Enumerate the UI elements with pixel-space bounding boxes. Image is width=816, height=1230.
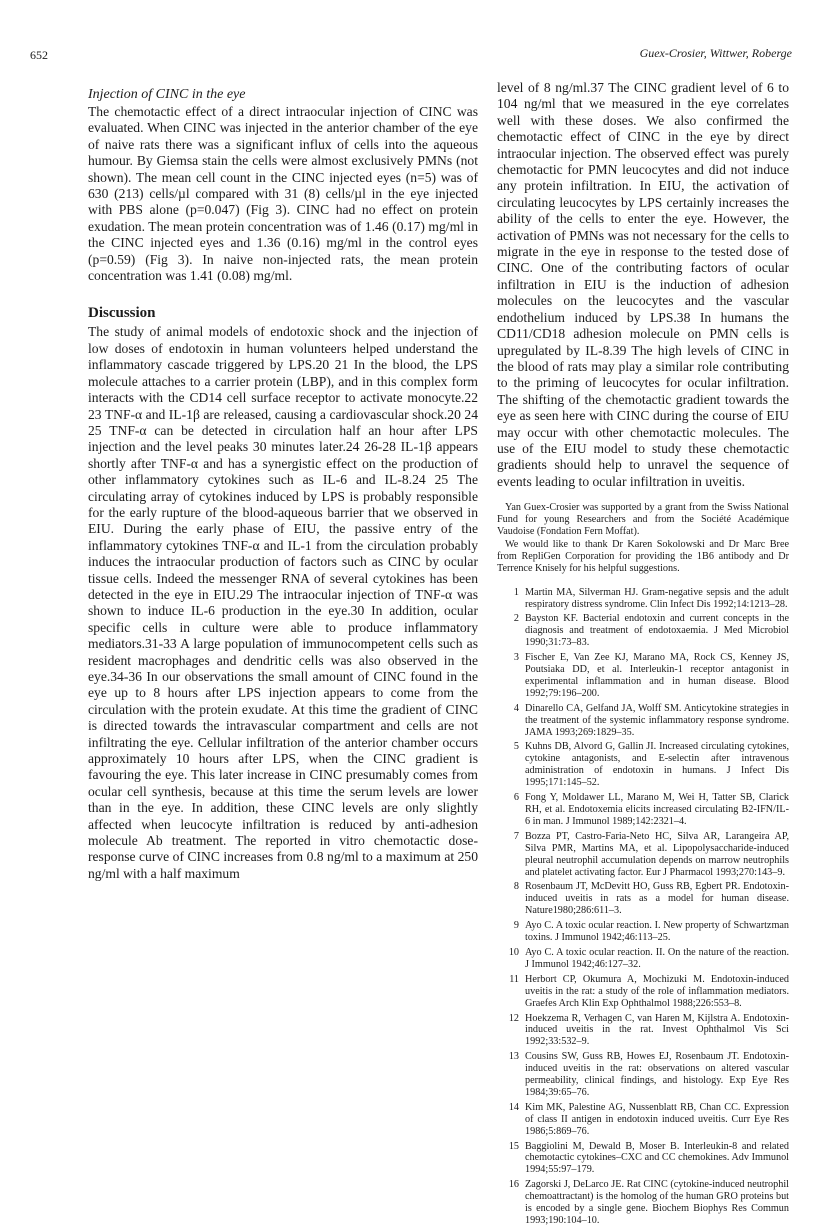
reference-text: Zagorski J, DeLarco JE. Rat CINC (cytokine-induced neutrophil chemoattractant) is the homolog of the human GRO proteins but is encoded by a single gene. Biochem Biophys Res Commun 1993;190:104–10. — [525, 1179, 789, 1226]
reference-number: 4 — [513, 702, 519, 714]
section-title-discussion: Discussion — [88, 305, 156, 322]
reference-item — [497, 1141, 789, 1177]
reference-text: Kuhns DB, Alvord G, Gallin JI. Increased circulating cytokines, cytokine antagonists, and E-selectin after intravenous administration of endotoxin in humans. J Infect Dis 1995;171:145–52. — [525, 741, 789, 789]
reference-number: 14 — [508, 1101, 519, 1113]
reference-number: 3 — [513, 652, 519, 664]
reference-number: 5 — [513, 741, 519, 753]
reference-item — [497, 652, 789, 700]
reference-text: Rosenbaum JT, McDevitt HO, Guss RB, Egbert PR. Endotoxin-induced uveitis in rats as a model for human disease. Nature1980;286:611–3. — [525, 881, 789, 917]
subsection-title: Injection of CINC in the eye — [88, 87, 246, 102]
right-column — [497, 80, 789, 1230]
page-number: 652 — [30, 48, 48, 62]
reference-text: Cousins SW, Guss RB, Howes EJ, Rosenbaum JT. Endotoxin-induced uveitis in the rat: observations on altered vascular permeability, clinical findings, and histology. Exp Eye Res 1984;39:65–76. — [525, 1051, 789, 1098]
reference-item — [497, 831, 789, 879]
reference-item — [497, 792, 789, 828]
reference-text: Ayo C. A toxic ocular reaction. II. On the nature of the reaction. J Immunol 1942;46:127–32. — [525, 946, 789, 970]
reference-item — [497, 1013, 789, 1049]
acknowledgement-thanks: We would like to thank Dr Karen Sokolowski and Dr Marc Bree from RepliGen Corporation for providing the 1B6 antibody and Dr Terrence Knisely for his helpful suggestions. — [497, 538, 789, 574]
reference-item — [497, 1051, 789, 1099]
reference-item — [497, 881, 789, 917]
reference-text: Bayston KF. Bacterial endotoxin and current concepts in the diagnosis and treatment of endotoxaemia. J Med Microbiol 1990;31:73–83. — [525, 613, 789, 649]
reference-number: 1 — [513, 586, 519, 598]
paragraph-discussion: The study of animal models of endotoxic shock and the injection of low doses of endotoxin in human volunteers helped understand the inflammatory cascade triggered by LPS.20 21 In the blood, the LPS molecule attaches to a carrier protein (LBP), and in this complex form interacts with the CD14 cell surface receptor to activate monocyte.22 23 TNF-α and IL-1β are released, causing a cardiovascular shock.20 24 25 TNF-α can be detected in circulation half an hour after LPS injection and the level peaks 30 minutes later.24 26-28 IL-1β appears shortly after TNF-α and has a synergistic effect on the production of other inflammatory cytokines such as IL-6 and IL-8.24 25 The circulating array of cytokines induced by LPS is probably responsible for the early rupture of the blood-aqueous barrier that we observed in EIU. During the early phase of EIU, the passive entry of the inflammatory cytokines TNF-α and IL-1 from the circulation probably induces the intraocular production of factors such as CINC by ocular tissue cells. Indeed the messenger RNA of several cytokines has been detected in the eye in EIU.29 The intraocular injection of TNF-α was shown to induce IL-6 production in the eye.30 In addition, ocular specific cells in culture were able to produce inflammatory mediators.31-33 A large population of immunocompetent cells such as resident macrophages and dendritic cells was also observed in the eye.34-36 In our observations the small amount of CINC found in the eye up to 8 hours after LPS injection appears to come from the circulation with the protein exudate. At this time the gradient of CINC is directed towards the intravascular compartment and cells are not infiltrating the eye. Cellular infiltration of the anterior chamber occurs approximately 10 hours after LPS, when the CINC gradient is favouring the eye. This later increase in CINC presumably comes from ocular cell synthesis, because at this time the serum levels are lower than in the eye. In addition, these CINC levels are only slightly affected when leucocyte infiltration is reduced by anti-adhesion molecule Ab treatment. The reported in vitro chemotactic dose-response curve of CINC increases from 0.8 ng/ml to a maximum at 250 ng/ml with a half maximum — [88, 324, 478, 881]
reference-number: 12 — [508, 1012, 519, 1024]
reference-number: 16 — [508, 1179, 519, 1191]
reference-item — [497, 613, 789, 649]
reference-number: 13 — [508, 1051, 519, 1063]
reference-item — [497, 1179, 789, 1227]
reference-number: 9 — [513, 920, 519, 932]
reference-text: Ayo C. A toxic ocular reaction. I. New property of Schwartzman toxins. J Immunol 1942;46:113–25. — [525, 920, 789, 944]
reference-number: 8 — [513, 881, 519, 893]
reference-item — [497, 974, 789, 1010]
reference-text: Bozza PT, Castro-Faria-Neto HC, Silva AR, Larangeira AP, Silva PMR, Martins MA, et al. Lipopolysaccharide-induced pleural neutrophil accumulation depends on marrow neutrophils and platelet activating factor. Eur J Pharmacol 1993;270:143–9. — [525, 830, 789, 878]
acknowledgement-funding: Yan Guex-Crosier was supported by a grant from the Swiss National Fund for young Researchers and from the Société Académique Vaudoise (Fondation Fern Moffat). — [497, 502, 789, 537]
reference-item — [497, 703, 789, 739]
paragraph-discussion-continued: level of 8 ng/ml.37 The CINC gradient level of 6 to 104 ng/ml that we measured in the eye correlates well with these doses. We also confirmed the chemotactic effect of CINC in the eye by direct intraocular injection. The observed effect was purely chemotactic for PMN leucocytes and did not induce any protein infiltration. In EIU, the activation of circulating leucocytes by LPS certainly increases the ability of the cells to enter the eye. However, the activation of PMNs was not necessary for the cells to migrate in the eye in response to the tested dose of CINC. One of the contributing factors of ocular infiltration in EIU is the induction of adhesion molecules on the leucocytes and the vascular endothelium induced by LPS.38 In humans the CD11/CD18 adhesion molecule on PMN cells is upregulated by IL-8.39 The high levels of CINC in the blood of rats may play a similar role contributing to the priming of leucocytes for ocular infiltration. The shifting of the chemotactic gradient towards the eye as seen here with CINC during the course of EIU may occur with other chemotactic molecules. The use of the EIU model to study these chemotactic gradients should help to unravel the sequence of events leading to ocular infiltration in uveitis. — [497, 80, 789, 489]
reference-item — [497, 1102, 789, 1138]
reference-number: 7 — [513, 830, 519, 842]
reference-item — [497, 920, 789, 944]
reference-number: 2 — [513, 613, 519, 625]
reference-item — [497, 741, 789, 789]
reference-number: 15 — [508, 1140, 519, 1152]
reference-number: 6 — [513, 792, 519, 804]
reference-item — [497, 587, 789, 611]
reference-text: Fischer E, Van Zee KJ, Marano MA, Rock CS, Kenney JS, Poutsiaka DD, et al. Interleukin-1 receptor antagonist in experimental inflammation and in human disease. Blood 1992;79:196–200. — [525, 652, 789, 699]
reference-text: Kim MK, Palestine AG, Nussenblatt RB, Chan CC. Expression of class II antigen in endotoxin induced uveitis. Curr Eye Res 1986;5:869–76. — [525, 1101, 789, 1137]
reference-number: 11 — [509, 973, 519, 985]
reference-text: Fong Y, Moldawer LL, Marano M, Wei H, Tatter SB, Clarick RH, et al. Endotoxemia elicits increased circulating B2-IFN/IL-6 in man. J Immunol 1989;142:2321–4. — [525, 792, 789, 827]
reference-text: Martin MA, Silverman HJ. Gram-negative sepsis and the adult respiratory distress syndrome. Clin Infect Dis 1992;14:1213–28. — [525, 586, 789, 610]
reference-list — [497, 587, 789, 1227]
reference-text: Baggiolini M, Dewald B, Moser B. Interleukin-8 and related chemotactic cytokines–CXC and CC chemokines. Adv Immunol 1994;55:97–179. — [525, 1140, 789, 1176]
reference-text: Dinarello CA, Gelfand JA, Wolff SM. Anticytokine strategies in the treatment of the systemic inflammatory response syndrome. JAMA 1993;269:1829–35. — [525, 702, 789, 738]
reference-item — [497, 947, 789, 971]
reference-number: 10 — [508, 946, 519, 958]
reference-text: Hoekzema R, Verhagen C, van Haren M, Kijlstra A. Endotoxin-induced uveitis in the rat. Invest Ophthalmol Vis Sci 1992;33:532–9. — [525, 1012, 789, 1048]
reference-text: Herbort CP, Okumura A, Mochizuki M. Endotoxin-induced uveitis in the rat: a study of the role of inflammation mediators. Graefes Arch Klin Exp Ophthalmol 1988;226:553–8. — [525, 973, 789, 1009]
running-head: Guex-Crosier, Wittwer, Roberge — [639, 46, 792, 60]
left-column — [88, 80, 478, 882]
paragraph-injection: The chemotactic effect of a direct intraocular injection of CINC was evaluated. When CINC was injected in the anterior chamber of the eye of naive rats there was a significant influx of cells into the aqueous humour. By Giemsa stain the cells were almost exclusively PMNs (not shown). The mean cell count in the CINC injected eyes (n=5) was of 630 (213) cells/µl compared with 31 (8) cells/µl in the eye injected with PBS alone (p=0.047) (Fig 3). CINC had no effect on protein exudation. The mean protein concentration was of 1.46 (0.17) mg/ml in the CINC injected eyes and 1.36 (0.16) mg/ml in the control eyes (p=0.59) (Fig 3). In naive non-injected rats, the mean protein concentration was 1.41 (0.08) mg/ml. — [88, 104, 478, 284]
